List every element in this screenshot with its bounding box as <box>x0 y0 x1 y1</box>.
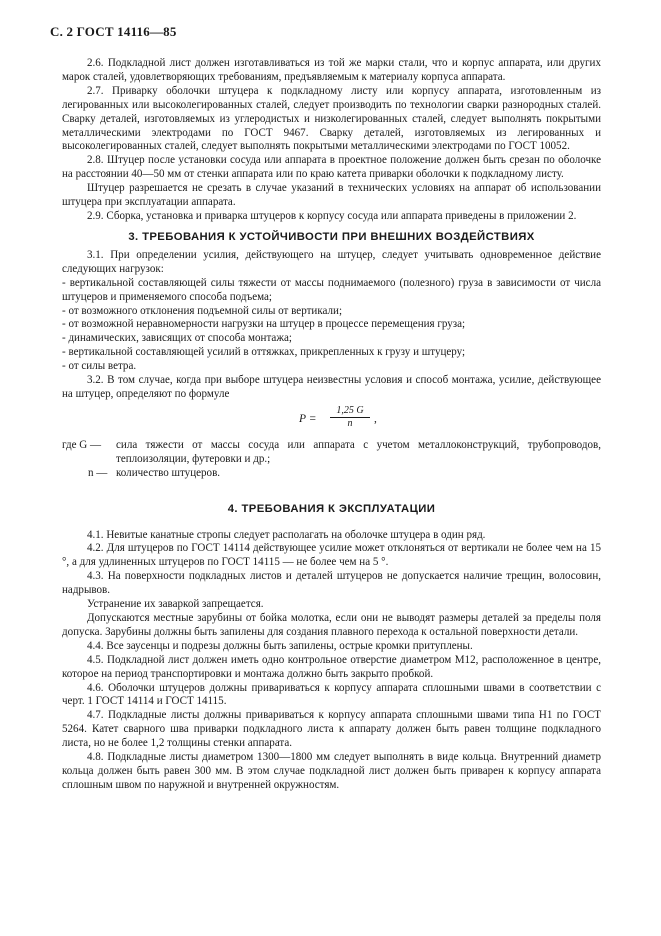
paragraph-4-1: 4.1. Невитые канатные стропы следует располагать на оболочке штуцера в один ряд. <box>87 528 486 541</box>
formula-tail: , <box>374 412 377 425</box>
where-G-label: где G — <box>62 438 102 451</box>
paragraph-4-5: 4.5. Подкладной лист должен иметь одно контрольное отверстие диаметром М12, расположенное в центре, которое на период транспортировки и монтажа должно быть закрыто пробкой. <box>62 653 601 680</box>
section-4-title: 4. ТРЕБОВАНИЯ К ЭКСПЛУАТАЦИИ <box>227 502 436 515</box>
where-n <box>62 467 601 481</box>
section-3-title: 3. ТРЕБОВАНИЯ К УСТОЙЧИВОСТИ ПРИ ВНЕШНИХ ВОЗДЕЙСТВИЯХ <box>128 230 535 243</box>
paragraph-3-2: 3.2. В том случае, когда при выборе штуцера неизвестны условия и способ монтажа, усилие, действующее на штуцер, определяют по формуле <box>62 374 601 400</box>
paragraph-4-6: 4.6. Оболочки штуцеров должны привариваться к корпусу аппарата сплошными швами в соответствии с черт. 1 ГОСТ 14114 и ГОСТ 14115. <box>62 681 601 708</box>
paragraph-2-7: 2.7. Приварку оболочки штуцера к подкладному листу или корпусу аппарата, изготовленным из легированных или высоколегированных сталей, следует производить по технологии сварки разнородных сталей. Сварку деталей, изготовляемых из углеродистых и низколегированных сталей, следует выполнять покрытыми металлическими электродами по ГОСТ 9467. Сварку деталей, изготовляемых из легированных и высоколегированных сталей, следует выполнять покрытыми металлическими электродами по ГОСТ 10052. <box>62 84 601 153</box>
where-n-label: n — <box>88 466 108 479</box>
paragraph-4-3: 4.3. На поверхности подкладных листов и деталей штуцеров не допускается наличие трещин, волосовин, надрывов. <box>62 570 601 597</box>
formula-fraction <box>330 405 370 430</box>
formula-numerator: 1,25 G <box>330 405 370 418</box>
paragraph-2-8: 2.8. Штуцер после установки сосуда или аппарата в проектное положение должен быть срезан по оболочке на расстоянии 40—50 мм от стенки аппарата или по краю катета приварки оболочки к подкладному листу. <box>62 154 601 181</box>
load-item: - динамических, зависящих от способа монтажа; <box>62 332 292 345</box>
force-formula <box>62 405 601 435</box>
load-item: - вертикальной составляющей усилий в оттяжках, прикрепленных к грузу и штуцеру; <box>62 346 466 359</box>
formula-denominator: n <box>347 417 353 429</box>
paragraph-2-8-note: Штуцер разрешается не срезать в случае указаний в технических условиях на аппарат об использовании штуцера при эксплуатации аппарата. <box>62 182 601 209</box>
paragraph-4-8: 4.8. Подкладные листы диаметром 1300—1800 мм следует выполнять в виде кольца. Внутренний диаметр кольца должен быть равен 300 мм. В этом случае подкладной лист должен быть приварен к корпусу аппарата сплошным швом по наружной и внутренней окружностям. <box>62 751 601 791</box>
load-item: - от возможной неравномерности нагрузки на штуцер в процессе перемещения груза; <box>62 318 466 331</box>
where-n-text: количество штуцеров. <box>116 466 221 479</box>
page-header: С. 2 ГОСТ 14116—85 <box>50 24 177 39</box>
paragraph-2-6: 2.6. Подкладной лист должен изготавливаться из той же марки стали, что и корпус аппарата, или других марок сталей, удовлетворяющих требованиям, предъявляемым к материалу корпуса аппарата. <box>62 57 601 83</box>
paragraph-4-7: 4.7. Подкладные листы должны привариваться к корпусу аппарата сплошными швами типа Н1 по ГОСТ 5264. Катет сварного шва приварки подкладного листа к аппарату должен быть равен толщине подкладного листа, но не более 1,2 толщины стенки аппарата. <box>62 709 601 750</box>
load-item: - от силы ветра. <box>62 360 137 373</box>
formula-lhs: P = <box>299 412 317 425</box>
load-item: - вертикальной составляющей силы тяжести от массы поднимаемого (полезного) груза в зависимости от числа штуцеров и применяемого способа подъема; <box>62 276 601 303</box>
where-G <box>62 439 601 467</box>
paragraph-4-4: 4.4. Все заусенцы и подрезы должны быть запилены, острые кромки притуплены. <box>87 639 473 652</box>
paragraph-4-3-c: Допускаются местные зарубины от бойка молотка, если они не выводят размеры деталей за пределы поля допуска. Зарубины должны быть запилены для создания плавного перехода к остальной поверхности детали. <box>62 612 601 638</box>
paragraph-4-3-b: Устранение их заваркой запрещается. <box>87 598 264 611</box>
paragraph-3-1: 3.1. При определении усилия, действующего на штуцер, следует учитывать одновременное действие следующих нагрузок: <box>62 248 601 275</box>
where-G-text: сила тяжести от массы сосуда или аппарата с учетом металлоконструкций, трубопроводов, теплоизоляции, футеровки и др.; <box>116 438 601 465</box>
paragraph-2-9: 2.9. Сборка, установка и приварка штуцеров к корпусу сосуда или аппарата приведены в приложении 2. <box>87 209 577 222</box>
document-body <box>62 57 601 793</box>
load-item: - от возможного отклонения подъемной силы от вертикали; <box>62 304 343 317</box>
paragraph-4-2: 4.2. Для штуцеров по ГОСТ 14114 действующее усилие может отклоняться от вертикали не более чем на 15 °, а для удлиненных штуцеров по ГОСТ 14115 — не более чем на 5 °. <box>62 542 601 569</box>
